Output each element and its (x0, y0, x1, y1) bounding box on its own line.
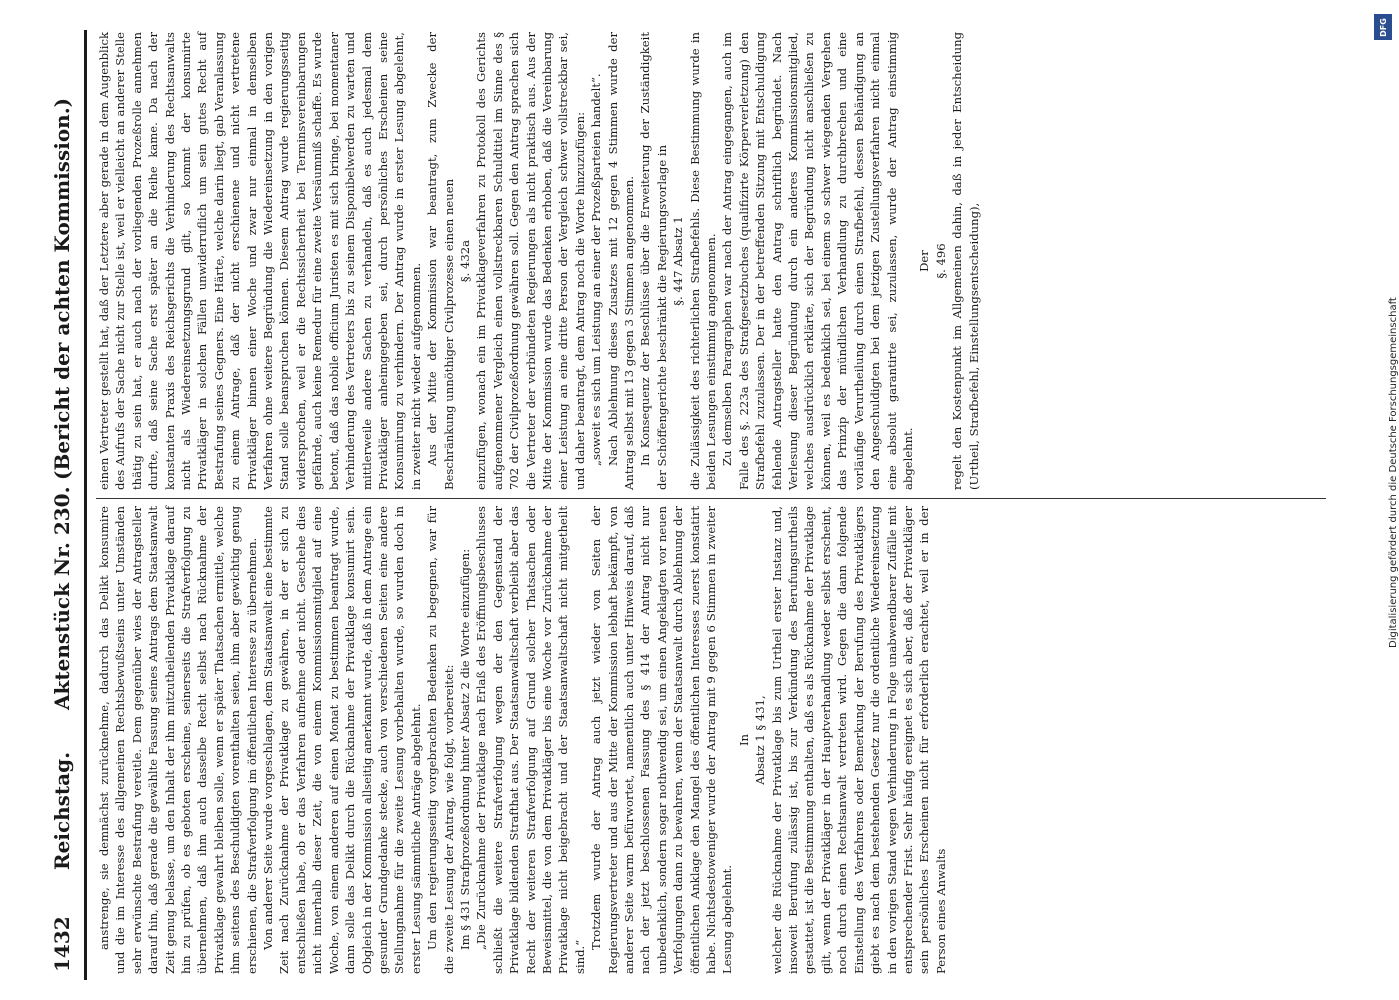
stamp-text: Digitalisierung gefördert durch die Deutsche Forschungsgemeinschaft (1388, 297, 1399, 648)
paragraph: Zu demselben Paragraphen war nach der Antrag eingegangen, auch im Falle des §. 223a des Strafgesetzbuches (qualifizirte Körperverletzung) den Strafbefehl zuzulassen. Der in der betreffenden Sitzung mit Entschuldigung fehlende Antragsteller hatte den Antrag schriftlich begründet. Nach Verlesung dieser Begründung durch ein anderes Kommissionsmitglied, welches ausdrücklich erklärte, sich der Begründung nicht anschließen zu können, weil es bedenklich sei, bei einem so schwer wiegenden Vergehen das Prinzip der mündlichen Verhandlung zu durchbrechen und eine vorläufige Verurtheilung durch einen Strafbefehl, dessen Behändigung an den Angeschuldigten bei dem jetzigen Zustellungsverfahren nicht einmal eine absolut garantirte sei, zuzulassen, wurde der Antrag einstimmig abgelehnt. (720, 32, 915, 490)
digitization-stamp (1372, 8, 1399, 992)
in-word: In (736, 733, 751, 747)
paragraph: Nach Ablehnung dieses Zusatzes mit 12 gegen 4 Stimmen wurde der Antrag selbst mit 13 gegen 3 Stimmen angenommen. (605, 32, 636, 490)
paragraph: Trotzdem wurde der Antrag auch jetzt wieder von Seiten der Regierungsvertreter und aus der Mitte der Kommission lebhaft bekämpft, von anderer Seite warm befürwortet, namentlich auch unter Hinweis darauf, daß nach der jetzt beschlossenen Fassung des § 414 der Antrag nicht nur unbedenklich, sondern sogar nothwendig sei, um einen Angeklagten vor neuen Verfolgungen dann zu bewahren, wenn der Staatsanwalt durch Ablehnung der öffentlichen Anklage den Mangel des öffentlichen Interesses zuerst konstatirt habe. Nichtsdestoweniger wurde der Antrag mit 9 gegen 6 Stimmen in zweiter Lesung abgelehnt. (589, 506, 735, 974)
der-word: Der (917, 250, 932, 272)
page-header (40, 30, 88, 980)
page-content (40, 30, 1350, 980)
document-number: Aktenstück Nr. 230. (50, 486, 74, 710)
paragraph: Von anderer Seite wurde vorgeschlagen, dem Staatsanwalt eine bestimmte Zeit nach Zurücknahme der Privatklage zu gewähren, in der er sich zu entschließen habe, ob er das Verfahren aufnehme oder nicht. Geschehe dies nicht innerhalb dieser Zeit, die von einem Kommissionsmitglied auf eine Woche, von einem anderen auf einen Monat zu bestimmen beantragt wurde, dann solle das Delikt durch die Rücknahme der Privatklage konsumirt sein. Obgleich in der Kommission allseitig anerkannt wurde, daß in dem Antrage ein gesunder Grundgedanke stecke, auch von verschiedenen Seiten eine andere Stellungnahme für die zweite Lesung vorbehalten wurde, so wurden doch in erster Lesung sämmtliche Anträge abgelehnt. (261, 506, 423, 974)
quote: „Die Zurücknahme der Privatklage nach Erlaß des Eröffnungsbeschlusses schließt die weitere Strafverfolgung wegen der den Gegenstand der Privatklage bildenden Strafthat aus. Der Staatsanwaltschaft verbleibt aber das Recht der weiteren Strafverfolgung auf Grund solcher Thatsachen oder Beweismittel, die von dem Privatkläger bis eine Woche vor Zurücknahme der Privatklage nicht beigebracht und der Staatsanwaltschaft nicht mitgetheilt sind.“ (474, 506, 587, 974)
paragraph: einzufügen, wonach ein im Privatklageverfahren zu Protokoll des Gerichts aufgenommener Vergleich einen vollstreckbaren Schuldtitel im Sinne des § 702 der Civilprozeßordnung gewähren soll. Gegen den Antrag sprachen sich die Vertreter der verbündeten Regierungen als nicht praktisch aus. Aus der Mitte der Kommission wurde das Bedenken erhoben, daß die Vereinbarung einer Leistung an eine dritte Person der Vergleich schwer vollstreckbar sei, und daher beantragt, dem Antrag noch die Worte hinzuzufügen: (474, 32, 587, 490)
paragraph: die Zulässigkeit des richterlichen Strafbefehls. Diese Bestimmung wurde in beiden Lesungen einstimmig angenommen. (687, 32, 719, 490)
dfg-logo-text: DFG (1378, 17, 1388, 37)
running-title: Reichstag. (50, 751, 74, 870)
left-column (96, 506, 1336, 974)
quote: „soweit es sich um Leistung an einer der Prozeßparteien handelt“. (589, 73, 604, 466)
section-heading: §. 432a (457, 239, 472, 283)
page-number: 1432 (50, 916, 74, 972)
column-divider (96, 498, 1326, 499)
paragraph: Um den regierungsseitig vorgebrachten Bedenken zu begegnen, war für die zweite Lesung der Antrag, wie folgt, vorbereitet: (425, 506, 456, 974)
paragraph: welcher die Rücknahme der Privatklage bis zum Urtheil erster Instanz und, insoweit Berufung zulässig ist, bis zur Verkündung des Berufungsurtheils gestattet, ist die Bestimmung enthalten, daß es als Rücknahme der Privatklage gilt, wenn der Privatkläger in der Hauptverhandlung weder selbst erscheint, noch durch einen Rechtsanwalt vertreten wird. Gegen die dann folgende Einstellung des Verfahrens oder Bemerkung der Berufung des Privatklägers giebt es nach dem bestehenden Gesetz nur die ordentliche Wiedereinsetzung in den vorigen Stand wegen Verhinderung in Folge unabwendbarer Zufälle mit entsprechender Frist. Sehr häufig ereignet es sich aber, daß der Privatkläger sein persönliches Erscheinen nicht für erforderlich erachtet, weil er in der Person eines Anwalts (769, 506, 948, 974)
dfg-logo (1374, 14, 1392, 40)
rotated-scan (40, 30, 1350, 980)
paragraph: anstrenge, sie demnächst zurücknehme, dadurch das Delikt konsumire und die im Interesse des allgemeinen Rechtsbewußtseins unter Umständen sehr erwünschte Bestrafung vereitle. Dem gegenüber wies der Antragsteller darauf hin, daß gerade die gewählte Fassung seines Antrags dem Staatsanwalt Zeit genug belasse, um den Inhalt der ihm mitzutheilenden Privatklage darauf hin zu prüfen, ob es geboten erscheine, seinerseits die Strafverfolgung zu übernehmen, daß ihm auch dasselbe Recht selbst nach Rücknahme der Privatklage gewahrt bleiben solle, wenn er später Thatsachen ermittle, welche ihm seitens des Beschuldigten vorenthalten seien, ihm aber gewichtig genug erschienen, die Strafverfolgung im öffentlichen Interesse zu übernehmen. (97, 506, 259, 974)
heading: Im § 431 Strafprozeßordnung hinter Absatz 2 die Worte einzufügen: (457, 548, 472, 950)
section-heading: §. 447 Absatz 1 (671, 216, 686, 306)
section-heading: Absatz 1 § 431, (753, 695, 768, 785)
paragraph: regelt den Kostenpunkt im Allgemeinen dahin, daß in jeder Entscheidung (Urtheil, Strafbefehl, Einstellungsentscheidung), (950, 32, 981, 490)
paragraph: In Konsequenz der Beschlüsse über die Erweiterung der Zuständigkeit der Schöffengerichte beschränkt die Regierungsvorlage in (638, 32, 669, 490)
paragraph: einen Vertreter gestellt hat, daß der Letztere aber gerade in dem Augenblick des Aufrufs der Sache nicht zur Stelle ist, weil er vielleicht an anderer Stelle thätig zu sein hat, er auch nach der vorliegenden Prozeßrolle annehmen durfte, daß seine Sache erst später an die Reihe kame. Da nach der konstanten Praxis des Reichsgerichts die Verhinderung des Rechtsanwalts nicht als Wiedereinsetzungsgrund gilt, so kommt der konsumirte Privatkläger in solchen Fällen unwiderruflich um sein gutes Recht auf Bestrafung seines Gegners. Eine Härte, welche darin liegt, gab Veranlassung zu einem Antrage, daß der nicht erschienene und nicht vertretene Privatkläger binnen einer Woche und zwar nur einmal in demselben Verfahren ohne weitere Begründung die Wiedereinsetzung in den vorigen Stand solle beanspruchen können. Diesem Antrag wurde regierungsseitig widersprochen, weil er die Rechtssicherheit bei Terminsvereinbarungen gefährde, auch keine Remedur für eine zweite Versäumniß schaffe. Es wurde betont, daß das nobile officium Juristen es mit sich bringe, bei momentaner Verhinderung des Vertreters bis zu seinem Disponibelwerden zu warten und mittlerweile andere Sachen zu verhandeln, daß es auch jedesmal dem Privatkläger anheimgegeben sei, durch persönliches Erscheinen seine Konsumirung zu verhindern. Der Antrag wurde in erster Lesung abgelehnt, in zweiter nicht wieder aufgenommen. (97, 32, 423, 490)
section-title: (Bericht der achten Kommission.) (50, 97, 74, 480)
stamp-text-box (1372, 48, 1399, 648)
right-column (96, 32, 1336, 490)
header-rule (84, 30, 87, 980)
section-heading: §. 496 (933, 243, 948, 279)
paragraph: Aus der Mitte der Kommission war beantragt, zum Zwecke der Beschränkung unnöthiger Civilprozesse einen neuen (425, 32, 456, 490)
